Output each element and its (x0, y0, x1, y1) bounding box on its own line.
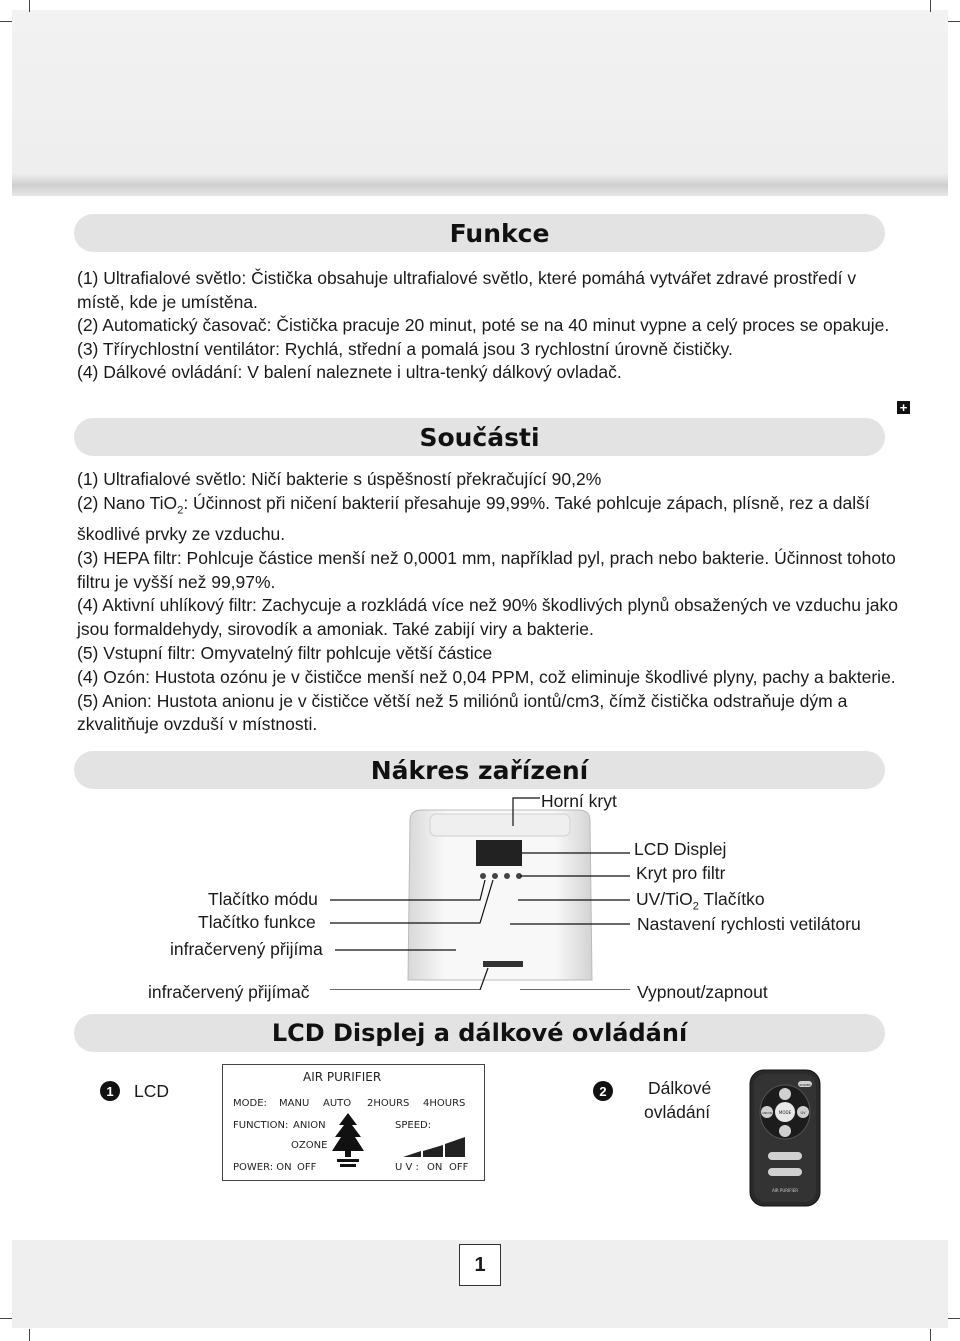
crop-mark (29, 1329, 30, 1341)
label-lcd: LCD (134, 1081, 170, 1101)
tree-icon (331, 1111, 365, 1169)
lcd-function-anion: ANION (293, 1120, 326, 1131)
lcd-uv-on: ON (427, 1162, 443, 1173)
soucasti-line-5: (5) Vstupní filtr: Omyvatelný filtr pohlcuje větší částice (77, 643, 493, 664)
remote-uv-text: UV (800, 1111, 806, 1115)
soucasti-line-3: (3) HEPA filtr: Pohlcuje částice menší než 0,0001 mm, například pyl, prach nebo bakterie. Účinnost tohoto filtru je vyšší než 99,97%. (77, 547, 896, 592)
lcd-title: AIR PURIFIER (303, 1070, 382, 1084)
purifier-button (492, 873, 498, 879)
label-horni-kryt: Horní kryt (541, 791, 617, 811)
section-bar-lcd (74, 1014, 885, 1052)
crop-mark (930, 0, 931, 12)
lcd-power-off: OFF (297, 1162, 317, 1173)
label-uv-tlacitko (636, 889, 765, 913)
soucasti-line-4: (4) Aktivní uhlíkový filtr: Zachycuje a rozkládá více než 90% škodlivých plynů obsažených ve vzduchu jako jsou formaldehydy, sirovodík a amoniak. Také zabijí viry a bakterie. (77, 595, 898, 640)
purifier-top-panel (430, 814, 570, 836)
label-rychlost: Nastavení rychlosti vetilátoru (637, 914, 861, 934)
funkce-line-2: (2) Automatický časovač: Čistička pracuje 20 minut, poté se na 40 minut vypne a celý proces se opakuje. (77, 315, 890, 335)
section-title-soucasti: Součásti (419, 422, 540, 452)
page-number: 1 (459, 1244, 501, 1286)
remote-brand-text: AIR PURIFIER (771, 1188, 799, 1193)
label-remote-line1: Dálkové (648, 1078, 712, 1098)
lcd-mode-manu: MANU (279, 1098, 310, 1109)
lcd-uv-label: U V : (395, 1162, 419, 1173)
section-title-lcd: LCD Displej a dálkové ovládání (271, 1019, 688, 1047)
lcd-function-ozone: OZONE (291, 1140, 328, 1151)
label-ir-receiver-cut: infračervený přijíma (170, 939, 323, 959)
device-diagram (330, 790, 635, 990)
remote-power-text: POWER (799, 1083, 811, 1087)
soucasti-line-6: (4) Ozón: Hustota ozónu je v čističce menší než 0,04 PPM, což eliminuje škodlivé plyny, pachy a bakterie. (77, 666, 896, 687)
crop-mark (0, 1318, 12, 1319)
label-uv-post: Tlačítko (698, 889, 765, 909)
crop-mark (948, 1318, 960, 1319)
soucasti-line-1: (1) Ultrafialové světlo: Ničí bakterie s úspěšností překračující 90,2% (77, 469, 602, 489)
soucasti-line-2 (77, 492, 907, 547)
number-badge-2: 2 (593, 1081, 613, 1101)
section-bar-soucasti (74, 418, 885, 456)
lcd-mode-auto: AUTO (323, 1098, 352, 1109)
section-bar-nakres (74, 751, 885, 789)
lcd-mode-2h: 2HOURS (367, 1098, 410, 1109)
crop-mark (948, 21, 960, 22)
header-band (12, 10, 948, 196)
lcd-function-label: FUNCTION: (233, 1120, 289, 1131)
purifier-power-slot (483, 961, 523, 967)
remote-control (748, 1068, 822, 1208)
purifier-button (504, 873, 510, 879)
soucasti-line-2-pre: (2) Nano TiO (77, 492, 178, 513)
label-lcd-displej: LCD Displej (634, 839, 727, 859)
label-uv-pre: UV/TiO (636, 889, 693, 909)
lcd-uv-off: OFF (449, 1162, 469, 1173)
label-remote-line2: ovládání (644, 1102, 711, 1122)
label-tlacitko-modu: Tlačítko módu (208, 889, 318, 909)
purifier-button (480, 873, 486, 879)
number-badge-1: 1 (100, 1081, 120, 1101)
lcd-mode-label: MODE: (233, 1098, 267, 1109)
soucasti-line-7: (5) Anion: Hustota anionu je v čističce větší než 5 miliónů iontů/cm3, čímž čistička odstraňuje dým a zkvalitňuje ovzduší v místnosti. (77, 690, 848, 735)
funkce-text (77, 267, 907, 385)
crop-mark (0, 21, 12, 22)
crop-mark (29, 0, 30, 12)
label-kryt-filtr: Kryt pro filtr (636, 863, 726, 883)
soucasti-line-2-sub: 2 (177, 504, 184, 517)
lcd-mode-4h: 4HOURS (423, 1098, 466, 1109)
label-uv-sub: 2 (692, 900, 699, 913)
section-title-nakres: Nákres zařízení (370, 755, 589, 785)
remote-mode-text: MODE (778, 1110, 792, 1115)
funkce-line-3: (3) Třírychlostní ventilátor: Rychlá, střední a pomalá jsou 3 rychlostní úrovně čističky. (77, 338, 733, 359)
plus-icon: + (897, 401, 910, 414)
speed-bars-icon (401, 1133, 467, 1159)
section-title-funkce: Funkce (449, 218, 550, 248)
crop-mark (930, 1329, 931, 1341)
soucasti-text (77, 468, 907, 737)
lcd-speed-label: SPEED: (395, 1120, 432, 1131)
label-tlacitko-funkce: Tlačítko funkce (198, 912, 316, 932)
funkce-line-1: (1) Ultrafialové světlo: Čistička obsahuje ultrafialové světlo, které pomáhá vytvářet zdravé prostředí v místě, kde je umístěna. (77, 268, 857, 312)
funkce-line-4: (4) Dálkové ovládání: V balení naleznete i ultra-tenký dálkový ovladač. (77, 362, 622, 382)
label-vypnout: Vypnout/zapnout (637, 982, 768, 1002)
lcd-power-label: POWER: ON (233, 1162, 292, 1173)
section-bar-funkce (74, 214, 885, 252)
soucasti-line-2-post: : Účinnost při ničení bakterií přesahuje 99,99%. Také pohlcuje zápach, plísně, rez a další škodlivé prvky ze vzduchu. (77, 492, 870, 545)
label-ir-receiver: infračervený přijímač (148, 982, 310, 1002)
purifier-lcd (476, 840, 522, 866)
remote-anion-text: ANION (762, 1111, 772, 1115)
lcd-panel (222, 1064, 485, 1181)
